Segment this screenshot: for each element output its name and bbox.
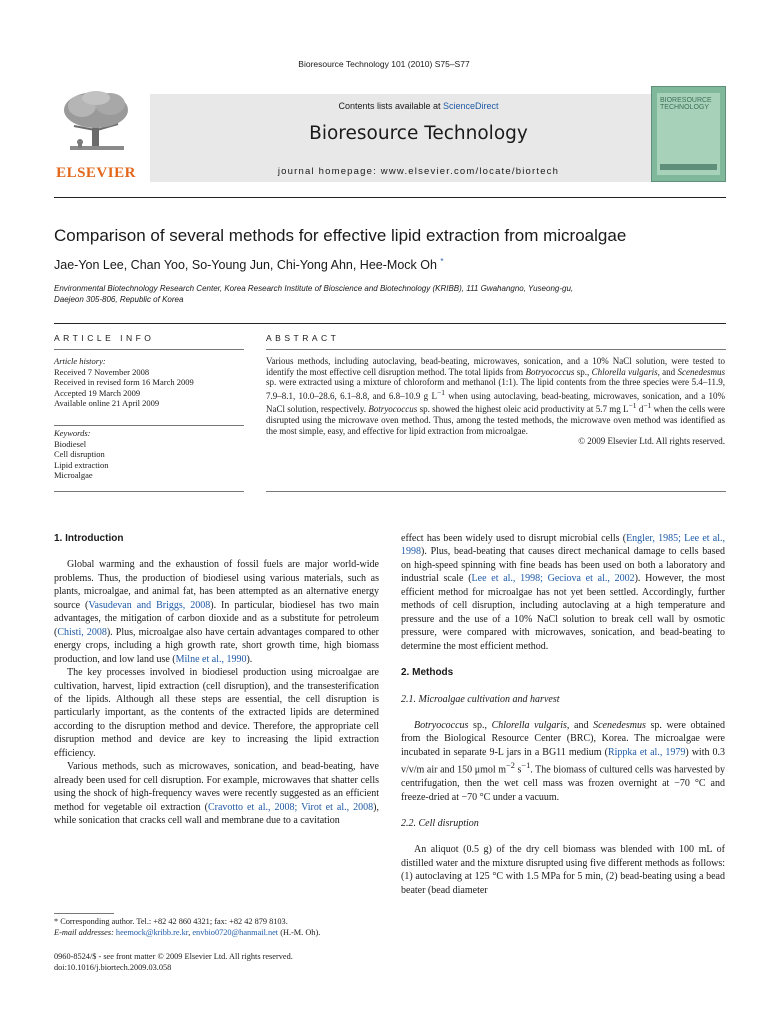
article-info-heading: ARTICLE INFO — [54, 333, 155, 343]
text-run: ). In particular, biodiesel has two main advantages, the mitigation of carbon dioxide and as a substitute for petroleum ( — [54, 599, 380, 638]
species-name: Botryococcus — [368, 404, 418, 415]
text-run: . The biomass of cultured cells was harvested by centrifugation, then the wet cell mass was frozen overnight at −70 °C and freeze-dried at −70 °C under a vacuum. — [401, 764, 725, 803]
introduction-heading: 1. Introduction — [54, 533, 124, 544]
species-name: Botryococcus — [414, 719, 469, 731]
affiliation — [54, 283, 634, 305]
text-run: ). However, the most efficient method for microalgae has not yet been settled. Accordingly, further methods of cell disruption, including autoclaving at a high temperature and pressure and the use of a 10% NaCl solution to break cell wall by osmotic pressure, were compared with microwaves, sonication, and bead-beating to determine the most efficient method. — [401, 573, 725, 652]
sciencedirect-link[interactable]: ScienceDirect — [443, 101, 499, 111]
corresponding-author-mark[interactable]: * — [440, 257, 444, 266]
elsevier-tree-icon — [60, 90, 132, 152]
footnote-mark: * — [54, 917, 59, 926]
superscript: −2 — [506, 761, 515, 771]
article-info — [54, 356, 244, 409]
text-run: , and — [566, 719, 594, 731]
cover-title: BIORESOURCE TECHNOLOGY — [660, 97, 712, 111]
info-rule-bottom — [54, 491, 244, 492]
text-run: ) with 0.3 v/v/m air and 150 μmol m — [401, 746, 725, 776]
abstract-text-run: sp., — [574, 366, 592, 377]
right-column — [401, 532, 725, 897]
journal-masthead — [54, 86, 726, 182]
intro-paragraph-3-continued — [401, 532, 725, 653]
species-name: Scenedesmus — [593, 719, 646, 731]
text-run: ), while sonication that cracks cell wall and membrane due to a cavitation — [54, 801, 379, 827]
superscript: −1 — [643, 401, 652, 411]
info-rule-mid — [54, 425, 244, 426]
keyword: Lipid extraction — [54, 459, 109, 470]
abstract-paragraph — [266, 356, 725, 436]
journal-banner — [150, 94, 687, 182]
corresponding-author-note — [54, 916, 379, 927]
affiliation-line-2: Daejeon 305-806, Republic of Korea — [54, 295, 184, 304]
cultivation-paragraph — [401, 719, 725, 804]
species-name: Scenedesmus — [677, 366, 725, 377]
email-link[interactable]: envbio0720@hanmail.net — [192, 928, 279, 937]
revised-date: Received in revised form 16 March 2009 — [54, 377, 194, 387]
citation-link[interactable]: Milne et al., 1990 — [175, 653, 247, 665]
cover-bar — [660, 164, 717, 170]
species-name: Chlorella vulgaris — [491, 719, 567, 731]
disruption-paragraph: An aliquot (0.5 g) of the dry cell biomass was blended with 100 mL of distilled water and the mixture disrupted using five different methods as follows: (1) autoclaving at 125 °C with 1.5 MPa for 5 min, (2) bead-beating using a bead beater (bead diameter — [401, 844, 725, 896]
abstract-text-run: sp. were extracted using a mixture of chloroform and methanol (1:1). The lipid contents from the three species were 5.4–11.9, 7.9–8.1, 10.0–28.6, 6.1–8.8, and 6.8–10.9 g L — [266, 377, 725, 401]
abstract-rule-bottom — [266, 491, 726, 492]
abstract-text-run: sp. showed the highest oleic acid productivity at 5.7 mg L — [417, 404, 629, 415]
citation-link[interactable]: Engler, 1985; Lee et al., 1998 — [401, 533, 726, 558]
email-separator: , — [188, 928, 193, 937]
abstract-text-run: Various methods, including autoclaving, bead-beating, microwaves, sonication, and a 10% NaCl solution, were tested to identify the most effective cell disruption method. The total lipids from — [266, 356, 725, 377]
journal-name: Bioresource Technology — [309, 123, 528, 144]
footnote-text: Corresponding author. Tel.: +82 42 860 4321; fax: +82 42 879 8103. — [58, 917, 288, 926]
citation-link[interactable]: Lee et al., 1998; Geciova et al., 2002 — [471, 573, 635, 585]
keywords — [54, 428, 244, 481]
intro-paragraph-2: The key processes involved in biodiesel production using microalgae are cultivation, harvest, lipid extraction (cell disruption), and the transesterification of the lipids. Although all these steps are essential, the cell disruption is particularly important, as the contents of the extracted lipids are determined according to the disruption method and device. Therefore, the appropriate cell disruption method and device are key to increasing the lipid extraction efficiency. — [54, 667, 379, 759]
superscript: −1 — [436, 387, 445, 397]
received-date: Received 7 November 2008 — [54, 366, 150, 377]
methods-heading: 2. Methods — [401, 667, 454, 679]
text-run: effect has been widely used to disrupt microbial cells ( — [401, 533, 627, 544]
abstract-text-run: when the cells were disrupted using the microwave oven method. Thus, among the tested methods, the microwave oven method was identified as the most simple, easy, and effective for lipid extraction from microalgae. — [266, 404, 726, 436]
header-rule — [54, 323, 726, 324]
accepted-date: Accepted 19 March 2009 — [54, 387, 141, 398]
publisher-name: ELSEVIER — [56, 165, 136, 181]
abstract-text — [266, 356, 725, 447]
abstract-rule-top — [266, 349, 726, 350]
keyword: Cell disruption — [54, 449, 105, 459]
text-run: Various methods, such as microwaves, sonication, and bead-beating, have already been used for cell disruption. For example, microwaves that shatter cells using the shock of high-frequency waves were recently suggested as an efficient method for vegetable oil extraction ( — [54, 761, 379, 813]
journal-homepage[interactable]: journal homepage: www.elsevier.com/locate/biortech — [277, 166, 560, 177]
citation-link[interactable]: Chisti, 2008 — [57, 626, 107, 638]
contents-line — [150, 101, 687, 111]
citation-link[interactable]: Rippka et al., 1979 — [607, 746, 686, 758]
left-column — [54, 532, 379, 828]
online-date: Available online 21 April 2009 — [54, 398, 160, 408]
front-matter — [54, 951, 379, 973]
text-run: Global warming and the exhaustion of fossil fuels are major world-wide problems. Thus, the production of biodiesel using various materials, such as plants, microalgae, and animal fat, has been attempted as an alternative energy source ( — [54, 559, 379, 611]
email-addresses — [54, 927, 379, 938]
contents-prefix: Contents lists available at — [338, 101, 444, 111]
abstract-text-run: d — [636, 404, 644, 415]
subsection-heading-disruption: 2.2. Cell disruption — [401, 818, 479, 830]
elsevier-logo[interactable] — [54, 86, 138, 182]
history-label: Article history: — [54, 356, 106, 366]
author-list — [54, 257, 734, 272]
intro-paragraph-3 — [54, 760, 379, 827]
journal-cover-thumbnail[interactable] — [651, 86, 726, 182]
journal-reference: Bioresource Technology 101 (2010) S75–S77 — [298, 59, 470, 69]
species-name: Botryococcus — [525, 366, 575, 377]
email-owner: (H.-M. Oh). — [278, 928, 321, 937]
abstract-text-run: , and — [657, 366, 678, 377]
footnote-rule — [54, 913, 114, 914]
superscript: −1 — [521, 761, 531, 771]
citation-link[interactable]: Cravotto et al., 2008; Virot et al., 2008 — [207, 801, 374, 813]
email-link[interactable]: heemock@kribb.re.kr — [115, 928, 189, 937]
keywords-label: Keywords: — [54, 428, 91, 438]
intro-paragraph-1 — [54, 558, 379, 666]
doi-line[interactable]: doi:10.1016/j.biortech.2009.03.058 — [54, 963, 172, 972]
subsection-heading-cultivation: 2.1. Microalgae cultivation and harvest — [401, 693, 560, 705]
info-rule-top — [54, 349, 244, 350]
abstract-copyright: © 2009 Elsevier Ltd. All rights reserved. — [578, 436, 725, 447]
species-name: Chlorella vulgaris — [591, 366, 658, 377]
affiliation-line-1: Environmental Biotechnology Research Center, Korea Research Institute of Bioscience and Biotechnology (KRIBB), 111 Gwahangno, Yuseong-gu, — [54, 284, 574, 293]
text-run: sp. were obtained from the Biological Resource Center (BRC), Korea. The microalgae were incubated in separate 9-L jars in a BG11 medium ( — [401, 719, 725, 758]
superscript: −1 — [628, 401, 637, 411]
text-run: sp., — [468, 719, 492, 731]
article-title: Comparison of several methods for effective lipid extraction from microalgae — [54, 226, 627, 245]
authors: Jae-Yon Lee, Chan Yoo, So-Young Jun, Chi-Yong Ahn, Hee-Mock Oh — [54, 258, 437, 273]
cover-panel — [657, 93, 720, 175]
masthead-rule — [54, 197, 726, 198]
citation-link[interactable]: Vasudevan and Briggs, 2008 — [88, 599, 211, 611]
text-run: ). Plus, bead-beating that causes direct mechanical damage to cells based on high-speed spinning with fine beads has been used on both a laboratory and industrial scale ( — [401, 546, 725, 585]
text-run: ). Plus, microalgae also have certain advantages compared to other energy crops, including a high growth rate, short growth time, high biomass production, and low land use ( — [54, 626, 380, 665]
issn-line: 0960-8524/$ - see front matter © 2009 Elsevier Ltd. All rights reserved. — [54, 952, 293, 961]
abstract-text-run: when using autoclaving, bead-beating, microwaves, sonication, and a 10% NaCl solution, respectively. — [266, 390, 725, 415]
keyword: Biodiesel — [54, 438, 87, 449]
email-label: E-mail addresses: — [54, 928, 116, 937]
footnote — [54, 916, 379, 938]
text-run: ). — [246, 653, 253, 665]
text-run: s — [514, 764, 522, 776]
abstract-heading: ABSTRACT — [266, 333, 340, 343]
keyword: Microalgae — [54, 470, 93, 480]
